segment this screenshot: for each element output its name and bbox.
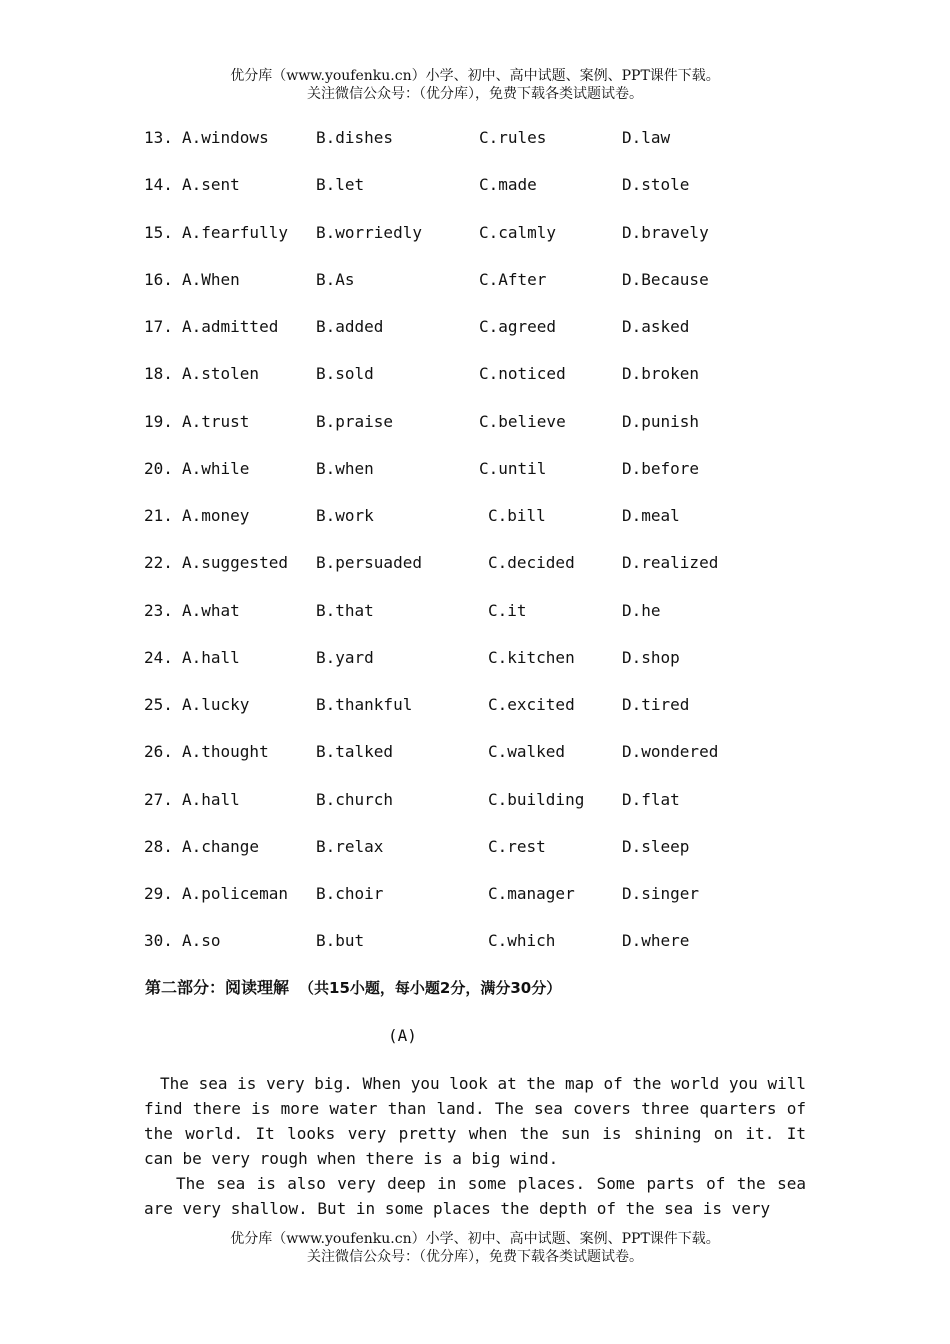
question-number: 26. xyxy=(144,742,173,762)
option-c: C.manager xyxy=(488,884,575,903)
footer-line-1: 优分库（www.youfenku.cn）小学、初中、高中试题、案例、PPT课件下载。 xyxy=(230,1231,720,1247)
option-b: B.but xyxy=(316,931,365,951)
passage-label: (A) xyxy=(388,1026,417,1045)
question-row xyxy=(0,412,950,459)
question-row xyxy=(0,884,950,931)
option-c: C.After xyxy=(479,269,547,289)
question-row xyxy=(0,175,950,222)
question-list xyxy=(0,128,950,979)
option-d: D.wondered xyxy=(622,742,719,762)
section-title xyxy=(145,978,561,998)
question-number: 17. xyxy=(144,317,173,336)
option-a: A.while xyxy=(182,458,250,478)
option-a: A.windows xyxy=(182,128,269,147)
option-c: C.agreed xyxy=(479,317,557,336)
question-number: 16. xyxy=(144,269,173,289)
option-b: B.As xyxy=(316,269,355,289)
option-a: A.fearfully xyxy=(182,222,288,242)
question-row xyxy=(0,601,950,648)
option-c: C.excited xyxy=(488,695,575,714)
option-d: D.he xyxy=(622,600,661,620)
option-b: B.let xyxy=(316,175,365,195)
option-c: C.believe xyxy=(479,411,566,431)
page-header xyxy=(0,67,950,103)
question-row xyxy=(0,648,950,695)
option-a: A.so xyxy=(182,931,221,951)
option-b: B.worriedly xyxy=(316,222,422,242)
option-d: D.singer xyxy=(622,884,700,903)
option-d: D.broken xyxy=(622,364,700,384)
option-a: A.money xyxy=(182,506,250,525)
option-b: B.relax xyxy=(316,836,384,856)
option-c: C.noticed xyxy=(479,364,566,384)
question-number: 29. xyxy=(144,884,173,903)
option-a: A.stolen xyxy=(182,364,260,384)
option-b: B.talked xyxy=(316,742,394,762)
option-c: C.decided xyxy=(488,553,575,573)
option-d: D.where xyxy=(622,931,690,951)
question-number: 22. xyxy=(144,553,173,573)
question-row xyxy=(0,223,950,270)
question-number: 20. xyxy=(144,458,173,478)
option-a: A.policeman xyxy=(182,884,288,903)
option-c: C.kitchen xyxy=(488,647,575,667)
option-a: A.trust xyxy=(182,411,250,431)
option-b: B.thankful xyxy=(316,695,413,714)
option-a: A.hall xyxy=(182,789,240,809)
option-d: D.Because xyxy=(622,269,709,289)
option-d: D.sleep xyxy=(622,836,690,856)
option-a: A.sent xyxy=(182,175,240,195)
option-d: D.meal xyxy=(622,506,680,525)
option-b: B.sold xyxy=(316,364,374,384)
option-d: D.tired xyxy=(622,695,690,714)
question-number: 15. xyxy=(144,222,173,242)
option-d: D.realized xyxy=(622,553,719,573)
option-d: D.punish xyxy=(622,411,700,431)
option-c: C.made xyxy=(479,175,537,195)
option-c: C.rules xyxy=(479,128,547,147)
question-row xyxy=(0,364,950,411)
section-heading: 第二部分：阅读理解 xyxy=(145,978,290,997)
question-row xyxy=(0,459,950,506)
question-row xyxy=(0,270,950,317)
option-a: A.When xyxy=(182,269,240,289)
question-row xyxy=(0,790,950,837)
section-scoring-note: （共15小题，每小题2分，满分30分） xyxy=(299,979,562,997)
option-a: A.hall xyxy=(182,647,240,667)
option-b: B.choir xyxy=(316,884,384,903)
option-a: A.suggested xyxy=(182,553,288,573)
question-number: 25. xyxy=(144,695,173,714)
passage-paragraph-1: The sea is very big. When you look at the map of the world you will find there is more water than land. The sea covers three quarters of the world. It looks very pretty when the sun is shining on it. It can be very rough when there is a big wind. xyxy=(144,1074,806,1168)
question-number: 27. xyxy=(144,789,173,809)
option-a: A.change xyxy=(182,836,260,856)
option-b: B.dishes xyxy=(316,128,394,147)
header-line-1: 优分库（www.youfenku.cn）小学、初中、高中试题、案例、PPT课件下载。 xyxy=(230,68,720,84)
question-row xyxy=(0,317,950,364)
option-b: B.praise xyxy=(316,411,394,431)
option-d: D.before xyxy=(622,458,700,478)
question-number: 14. xyxy=(144,175,173,195)
option-d: D.bravely xyxy=(622,222,709,242)
option-b: B.that xyxy=(316,600,374,620)
option-b: B.persuaded xyxy=(316,553,422,573)
question-row xyxy=(0,128,950,175)
option-d: D.asked xyxy=(622,317,690,336)
question-number: 13. xyxy=(144,128,173,147)
passage-paragraph-2: The sea is also very deep in some places. Some parts of the sea are very shallow. But in some places the depth of the sea is very xyxy=(144,1174,806,1218)
option-c: C.building xyxy=(488,789,585,809)
question-number: 24. xyxy=(144,647,173,667)
option-b: B.yard xyxy=(316,647,374,667)
option-b: B.when xyxy=(316,458,374,478)
option-c: C.it xyxy=(488,600,527,620)
option-a: A.admitted xyxy=(182,317,279,336)
question-row xyxy=(0,837,950,884)
option-d: D.shop xyxy=(622,647,680,667)
option-c: C.rest xyxy=(488,836,546,856)
option-d: D.law xyxy=(622,128,671,147)
question-number: 19. xyxy=(144,411,173,431)
question-row xyxy=(0,695,950,742)
question-number: 28. xyxy=(144,836,173,856)
option-c: C.bill xyxy=(488,506,546,525)
question-number: 30. xyxy=(144,931,173,951)
page-footer xyxy=(0,1230,950,1266)
option-a: A.thought xyxy=(182,742,269,762)
footer-line-2: 关注微信公众号：（优分库），免费下载各类试题试卷。 xyxy=(307,1249,643,1265)
option-b: B.work xyxy=(316,506,374,525)
question-row xyxy=(0,506,950,553)
option-c: C.walked xyxy=(488,742,566,762)
option-d: D.flat xyxy=(622,789,680,809)
question-number: 23. xyxy=(144,600,173,620)
option-b: B.church xyxy=(316,789,394,809)
option-c: C.until xyxy=(479,458,547,478)
option-d: D.stole xyxy=(622,175,690,195)
question-row xyxy=(0,553,950,600)
header-line-2: 关注微信公众号：（优分库），免费下载各类试题试卷。 xyxy=(307,86,643,102)
option-a: A.what xyxy=(182,600,240,620)
option-b: B.added xyxy=(316,317,384,336)
question-row xyxy=(0,742,950,789)
reading-passage xyxy=(144,1071,806,1221)
option-c: C.which xyxy=(488,931,556,951)
question-number: 18. xyxy=(144,364,173,384)
option-a: A.lucky xyxy=(182,695,250,714)
question-row xyxy=(0,931,950,978)
option-c: C.calmly xyxy=(479,222,557,242)
question-number: 21. xyxy=(144,506,173,525)
